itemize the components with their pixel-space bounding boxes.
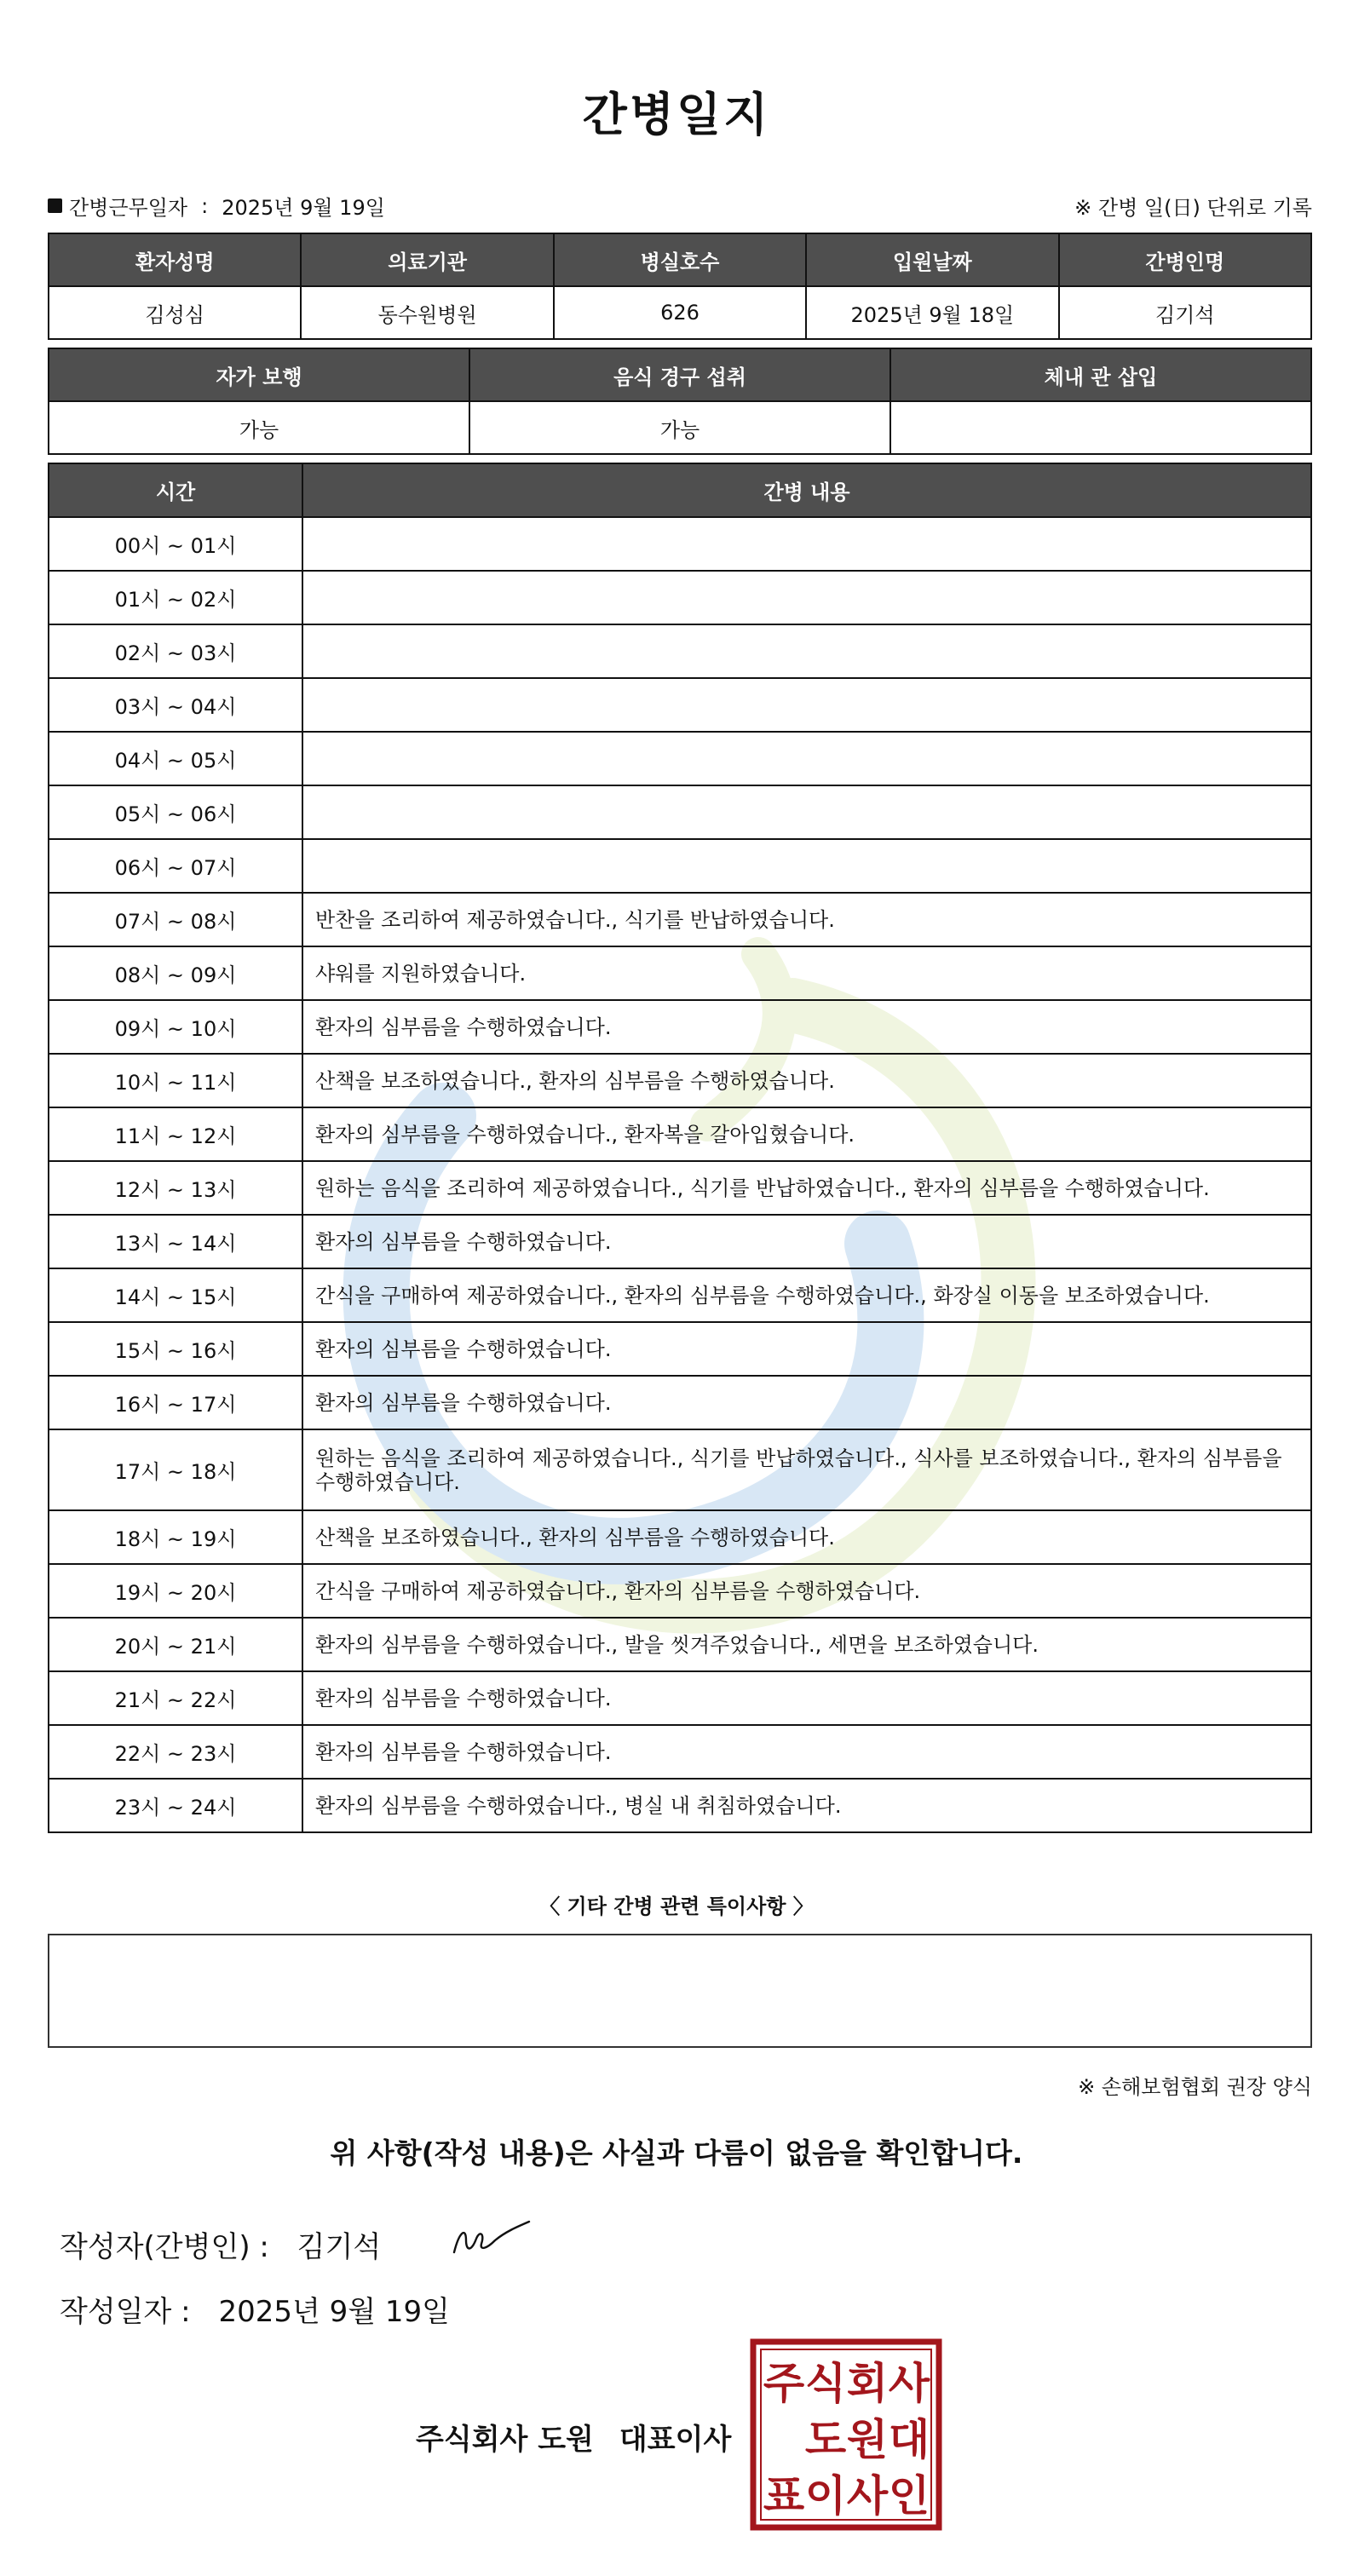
seal-glyph: 사 <box>888 2359 930 2408</box>
time-cell: 17시 ~ 18시 <box>49 1429 302 1510</box>
write-date-value: 2025년 9월 19일 <box>218 2295 451 2329</box>
header-care-content: 간병 내용 <box>302 463 1311 517</box>
table-row <box>49 1107 1311 1161</box>
caregiver-name: 김기석 <box>1059 286 1311 339</box>
time-cell: 04시 ~ 05시 <box>49 732 302 785</box>
header-tube-insertion: 체내 관 삽입 <box>890 348 1311 401</box>
patient-info-table <box>48 233 1312 340</box>
header-self-walking: 자가 보행 <box>49 348 469 401</box>
table-row <box>49 1000 1311 1054</box>
self-walking: 가능 <box>49 401 469 454</box>
room-number: 626 <box>554 286 806 339</box>
seal-glyph: 표 <box>763 2471 805 2521</box>
time-cell: 00시 ~ 01시 <box>49 517 302 571</box>
care-log-table <box>48 463 1312 1833</box>
care-content-cell: 산책을 보조하였습니다., 환자의 심부름을 수행하였습니다. <box>302 1510 1311 1564</box>
writer-name: 김기석 <box>297 2230 382 2264</box>
time-cell: 21시 ~ 22시 <box>49 1671 302 1725</box>
table-row <box>49 732 1311 785</box>
table-row <box>49 1161 1311 1215</box>
work-date-value: 2025년 9월 19일 <box>222 196 385 220</box>
table-row <box>49 1725 1311 1779</box>
care-content-cell <box>302 839 1311 893</box>
table-row <box>49 1268 1311 1322</box>
header-time: 시간 <box>49 463 302 517</box>
care-content-cell: 환자의 심부름을 수행하였습니다. <box>302 1215 1311 1268</box>
time-cell: 13시 ~ 14시 <box>49 1215 302 1268</box>
care-content-cell: 환자의 심부름을 수행하였습니다. <box>302 1322 1311 1376</box>
time-cell: 07시 ~ 08시 <box>49 893 302 946</box>
table-row <box>49 839 1311 893</box>
care-content-cell <box>302 678 1311 732</box>
table-row <box>49 1215 1311 1268</box>
time-cell: 19시 ~ 20시 <box>49 1564 302 1618</box>
table-row <box>49 785 1311 839</box>
time-cell: 23시 ~ 24시 <box>49 1779 302 1832</box>
time-cell: 10시 ~ 11시 <box>49 1054 302 1107</box>
time-cell: 22시 ~ 23시 <box>49 1725 302 1779</box>
time-cell: 06시 ~ 07시 <box>49 839 302 893</box>
care-content-cell: 샤워를 지원하였습니다. <box>302 946 1311 1000</box>
write-date-line <box>60 2288 450 2330</box>
hospital: 동수원병원 <box>301 286 553 339</box>
care-content-cell: 환자의 심부름을 수행하였습니다., 발을 씻겨주었습니다., 세면을 보조하였습니다. <box>302 1618 1311 1671</box>
time-cell: 09시 ~ 10시 <box>49 1000 302 1054</box>
seal-glyph: 인 <box>888 2471 930 2521</box>
header-caregiver-name: 간병인명 <box>1059 233 1311 286</box>
bullet-square-icon <box>48 198 62 213</box>
time-cell: 12시 ~ 13시 <box>49 1161 302 1215</box>
care-content-cell: 원하는 음식을 조리하여 제공하였습니다., 식기를 반납하였습니다., 식사를 보조하였습니다., 환자의 심부름을 수행하였습니다. <box>302 1429 1311 1510</box>
table-row <box>49 1671 1311 1725</box>
seal-glyph: 식 <box>804 2359 847 2408</box>
seal-glyph: 대 <box>888 2415 930 2464</box>
time-cell: 16시 ~ 17시 <box>49 1376 302 1429</box>
care-content-cell: 간식을 구매하여 제공하였습니다., 환자의 심부름을 수행하였습니다., 화장실 이동을 보조하였습니다. <box>302 1268 1311 1322</box>
time-cell: 02시 ~ 03시 <box>49 624 302 678</box>
time-cell: 08시 ~ 09시 <box>49 946 302 1000</box>
care-content-cell: 환자의 심부름을 수행하였습니다. <box>302 1725 1311 1779</box>
patient-name: 김성심 <box>49 286 301 339</box>
table-row <box>49 571 1311 624</box>
seal-glyph: 도 <box>804 2415 847 2464</box>
writer-line <box>60 2223 381 2265</box>
work-date-label: 간병근무일자 <box>69 196 188 220</box>
time-cell: 05시 ~ 06시 <box>49 785 302 839</box>
writer-label: 작성자(간병인) : <box>60 2230 269 2264</box>
time-cell: 20시 ~ 21시 <box>49 1618 302 1671</box>
table-row <box>49 1779 1311 1832</box>
header-room-number: 병실호수 <box>554 233 806 286</box>
care-content-cell: 환자의 심부름을 수행하였습니다. <box>302 1000 1311 1054</box>
table-row <box>49 678 1311 732</box>
seal-glyph: 원 <box>846 2415 889 2464</box>
time-cell: 15시 ~ 16시 <box>49 1322 302 1376</box>
care-content-cell: 간식을 구매하여 제공하였습니다., 환자의 심부름을 수행하였습니다. <box>302 1564 1311 1618</box>
care-content-cell: 반찬을 조리하여 제공하였습니다., 식기를 반납하였습니다. <box>302 893 1311 946</box>
time-cell: 14시 ~ 15시 <box>49 1268 302 1322</box>
time-cell: 18시 ~ 19시 <box>49 1510 302 1564</box>
care-content-cell <box>302 517 1311 571</box>
care-content-cell <box>302 785 1311 839</box>
care-content-cell: 원하는 음식을 조리하여 제공하였습니다., 식기를 반납하였습니다., 환자의 심부름을 수행하였습니다. <box>302 1161 1311 1215</box>
notes-box <box>48 1934 1312 2048</box>
care-content-cell: 환자의 심부름을 수행하였습니다., 환자복을 갈아입혔습니다. <box>302 1107 1311 1161</box>
tube-insertion <box>890 401 1311 454</box>
company-line <box>416 2416 731 2458</box>
write-date-label: 작성일자 : <box>60 2295 191 2329</box>
handwritten-signature <box>447 2215 533 2263</box>
table-row <box>49 1322 1311 1376</box>
company-seal-stamp <box>750 2338 942 2531</box>
table-row <box>49 517 1311 571</box>
care-content-cell: 환자의 심부름을 수행하였습니다., 병실 내 취침하였습니다. <box>302 1779 1311 1832</box>
seal-glyph: 사 <box>846 2471 889 2521</box>
patient-status-table <box>48 348 1312 455</box>
table-row <box>49 1376 1311 1429</box>
work-date-colon: : <box>201 193 209 218</box>
care-content-cell: 산책을 보조하였습니다., 환자의 심부름을 수행하였습니다. <box>302 1054 1311 1107</box>
table-row <box>49 1429 1311 1510</box>
header-hospital: 의료기관 <box>301 233 553 286</box>
notes-title: 〈 기타 간병 관련 특이사항 〉 <box>539 1895 814 1918</box>
time-cell: 01시 ~ 02시 <box>49 571 302 624</box>
seal-glyph: 주 <box>763 2359 805 2408</box>
table-row <box>49 1618 1311 1671</box>
care-content-cell <box>302 571 1311 624</box>
record-note: ※ 간병 일(日) 단위로 기록 <box>1074 196 1312 220</box>
confirmation-statement: 위 사항(작성 내용)은 사실과 다름이 없음을 확인합니다. <box>330 2136 1023 2170</box>
table-row <box>49 1054 1311 1107</box>
table-row <box>49 1510 1311 1564</box>
work-date <box>48 191 385 221</box>
table-row <box>49 946 1311 1000</box>
header-admission-date: 입원날짜 <box>806 233 1058 286</box>
care-content-cell <box>302 624 1311 678</box>
header-oral-intake: 음식 경구 섭취 <box>469 348 890 401</box>
seal-glyph: 이 <box>804 2471 847 2521</box>
table-row <box>49 893 1311 946</box>
table-row <box>49 1564 1311 1618</box>
seal-glyph: 회 <box>846 2359 889 2408</box>
company-name: 주식회사 도원 <box>416 2423 594 2457</box>
care-content-cell: 환자의 심부름을 수행하였습니다. <box>302 1671 1311 1725</box>
time-cell: 11시 ~ 12시 <box>49 1107 302 1161</box>
care-content-cell <box>302 732 1311 785</box>
company-role: 대표이사 <box>619 2423 732 2457</box>
care-content-cell: 환자의 심부름을 수행하였습니다. <box>302 1376 1311 1429</box>
oral-intake: 가능 <box>469 401 890 454</box>
header-patient-name: 환자성명 <box>49 233 301 286</box>
time-cell: 03시 ~ 04시 <box>49 678 302 732</box>
recommend-note: ※ 손해보험협회 권장 양식 <box>1078 2075 1312 2099</box>
document-title: 간병일지 <box>582 88 771 141</box>
table-row <box>49 624 1311 678</box>
admission-date: 2025년 9월 18일 <box>806 286 1058 339</box>
